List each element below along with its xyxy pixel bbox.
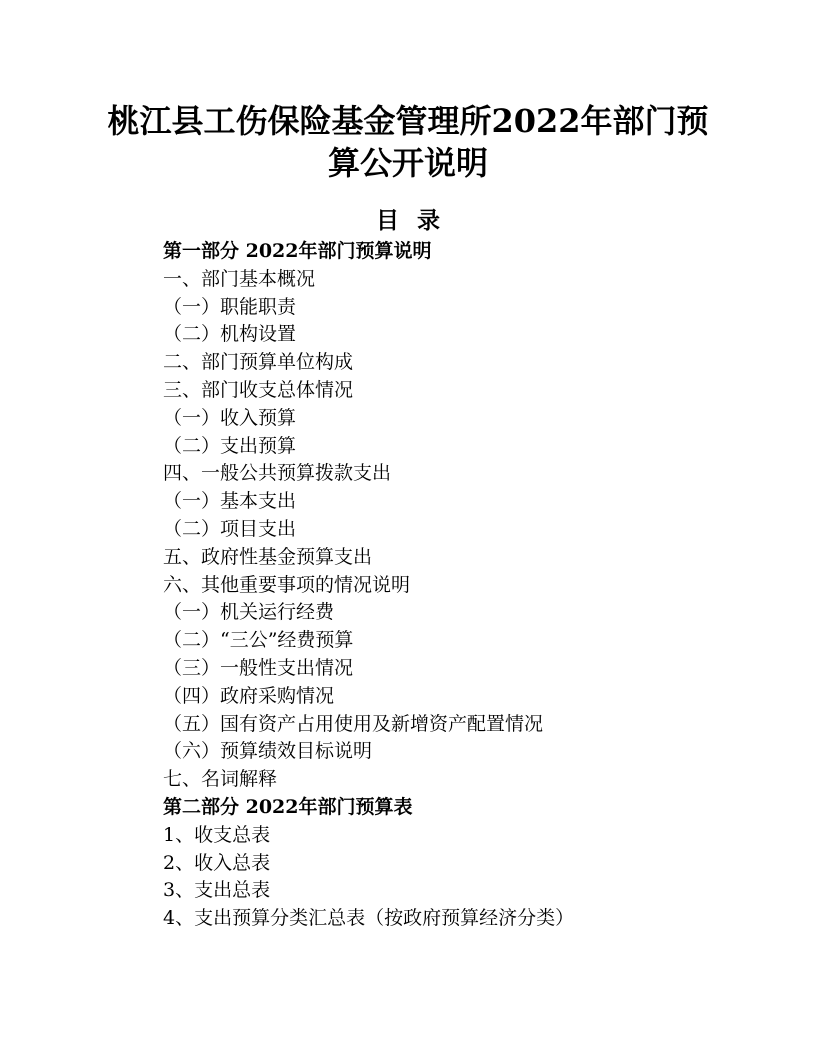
toc-heading-char: 录	[417, 207, 440, 234]
toc-entry: 4、支出预算分类汇总表（按政府预算经济分类）	[163, 907, 575, 930]
toc-entry: 三、部门收支总体情况	[163, 378, 354, 401]
toc-entry: 五、政府性基金预算支出	[163, 545, 373, 568]
toc-part-heading: 第二部分 2022年部门预算表	[163, 795, 413, 818]
toc-entry: （六）预算绩效目标说明	[163, 740, 373, 763]
toc-entry: （二）项目支出	[163, 517, 297, 540]
toc-entry: （二）支出预算	[163, 434, 297, 457]
toc-entry: 一、部门基本概况	[163, 267, 316, 290]
table-of-contents	[163, 238, 723, 933]
toc-entry: （二）“三公”经费预算	[163, 629, 354, 652]
toc-entry: 1、收支总表	[163, 823, 271, 846]
toc-entry: 四、一般公共预算拨款支出	[163, 462, 392, 485]
toc-entry: （五）国有资产占用使用及新增资产配置情况	[163, 712, 544, 735]
toc-entry: （一）机关运行经费	[163, 601, 335, 624]
toc-part-heading: 第一部分 2022年部门预算说明	[163, 240, 432, 262]
toc-entry: （四）政府采购情况	[163, 684, 335, 707]
toc-entry: 2、收入总表	[163, 851, 271, 874]
toc-entry: （三）一般性支出情况	[163, 656, 354, 679]
toc-heading-char: 目	[376, 207, 399, 234]
toc-entry: 3、支出总表	[163, 879, 271, 902]
document-title-line-1: 桃江县工伤保险基金管理所2022年部门预	[107, 102, 709, 140]
toc-entry: （一）职能职责	[163, 295, 297, 318]
toc-entry: （二）机构设置	[163, 323, 297, 346]
toc-entry: 二、部门预算单位构成	[163, 351, 354, 374]
toc-entry: 七、名词解释	[163, 768, 278, 791]
toc-entry: （一）收入预算	[163, 406, 297, 429]
toc-heading	[0, 205, 816, 237]
document-title-line-2: 算公开说明	[327, 144, 488, 182]
toc-entry: （一）基本支出	[163, 490, 297, 513]
toc-entry: 六、其他重要事项的情况说明	[163, 573, 411, 596]
